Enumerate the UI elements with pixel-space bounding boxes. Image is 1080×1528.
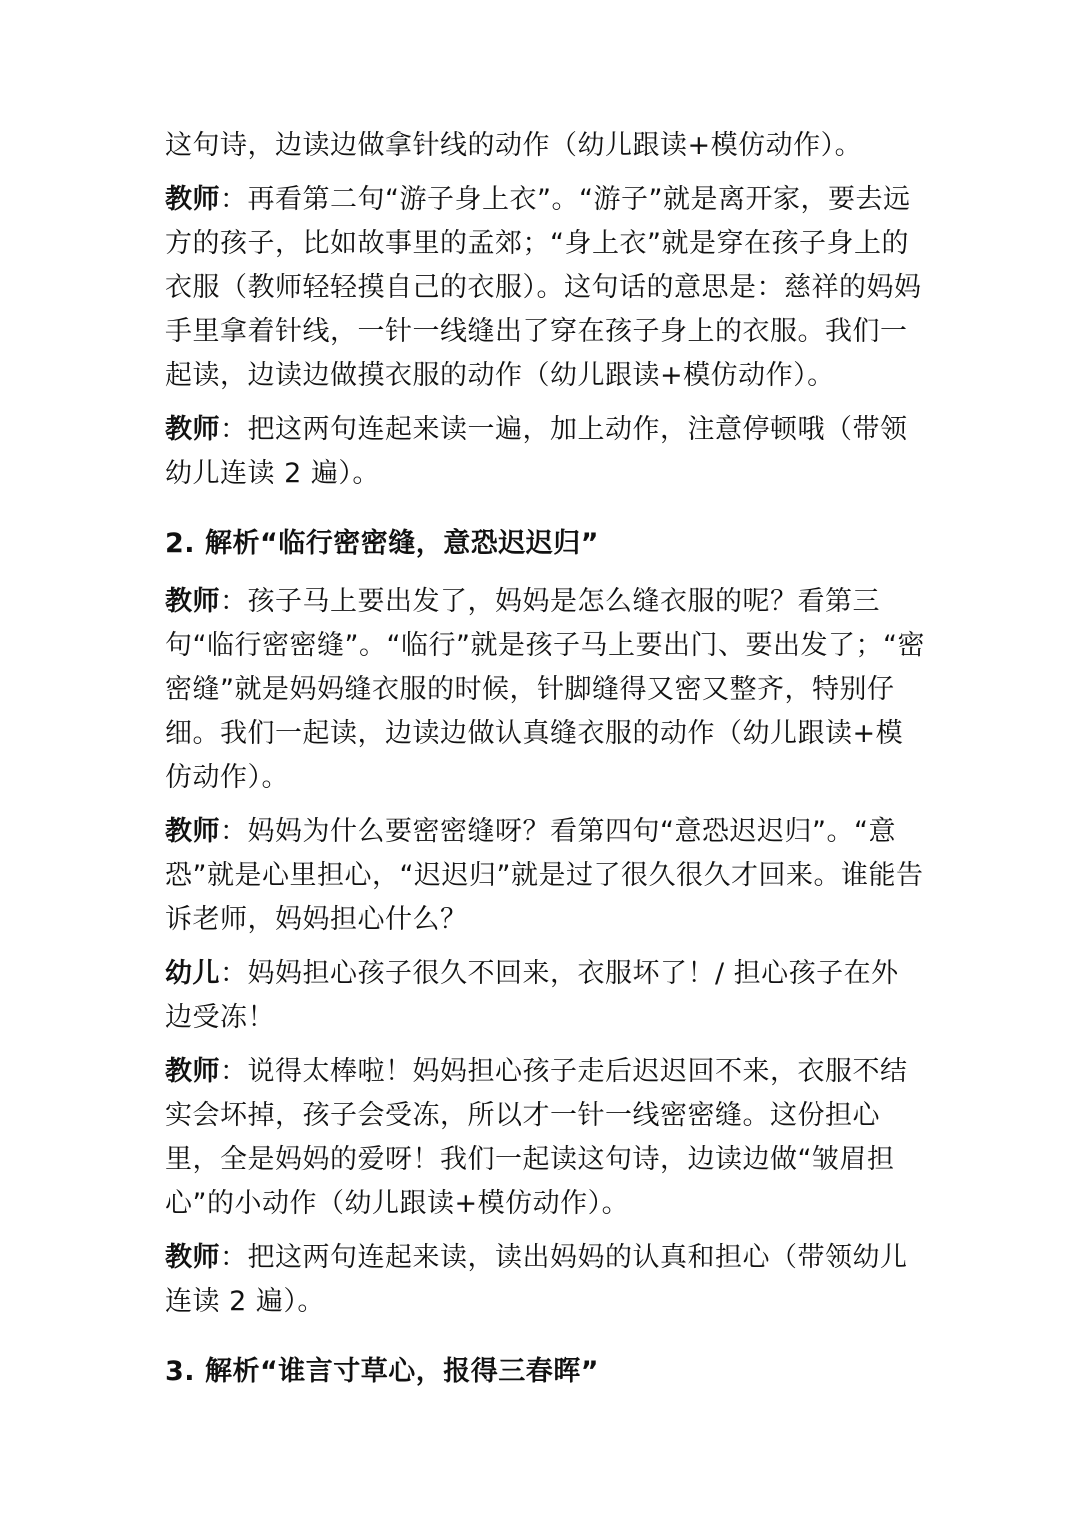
paragraph-text: 这句诗，边读边做拿针线的动作（幼儿跟读+模仿动作）。 [165, 130, 863, 161]
speaker-label: 教师 [165, 184, 220, 215]
paragraph-text: ：把这两句连起来读，读出妈妈的认真和担心（带领幼儿连读 2 遍）。 [165, 1242, 908, 1317]
child-paragraph [165, 952, 925, 1040]
document-body [165, 124, 925, 1408]
paragraph-text: ：妈妈担心孩子很久不回来，衣服坏了！/ 担心孩子在外边受冻！ [165, 958, 899, 1033]
paragraph-text: ：孩子马上要出发了，妈妈是怎么缝衣服的呢？看第三句“临行密密缝”。“临行”就是孩子马上要出门、要出发了；“密密缝”就是妈妈缝衣服的时候，针脚缝得又密又整齐，特别仔细。我们一起读，边读边做认真缝衣服的动作（幼儿跟读+模仿动作）。 [165, 586, 925, 793]
teacher-paragraph [165, 1050, 925, 1226]
section-heading: 3. 解析“谁言寸草心，报得三春晖” [165, 1356, 599, 1387]
teacher-paragraph [165, 408, 925, 496]
paragraph-text: ：说得太棒啦！妈妈担心孩子走后迟迟回不来，衣服不结实会坏掉，孩子会受冻，所以才一针一线密密缝。这份担心里，全是妈妈的爱呀！我们一起读这句诗，边读边做“皱眉担心”的小动作（幼儿跟读+模仿动作）。 [165, 1056, 908, 1219]
paragraph-text: ：再看第二句“游子身上衣”。“游子”就是离开家，要去远方的孩子，比如故事里的孟郊；“身上衣”就是穿在孩子身上的衣服（教师轻轻摸自己的衣服）。这句话的意思是：慈祥的妈妈手里拿着针线，一针一线缝出了穿在孩子身上的衣服。我们一起读，边读边做摸衣服的动作（幼儿跟读+模仿动作）。 [165, 184, 922, 391]
speaker-label: 教师 [165, 414, 220, 445]
teacher-paragraph [165, 580, 925, 800]
speaker-label: 教师 [165, 1056, 220, 1087]
speaker-label: 教师 [165, 1242, 220, 1273]
paragraph-continuation [165, 124, 925, 168]
speaker-label: 教师 [165, 586, 220, 617]
section-heading: 2. 解析“临行密密缝，意恐迟迟归” [165, 528, 599, 559]
teacher-paragraph [165, 1236, 925, 1324]
speaker-label: 幼儿 [165, 958, 220, 989]
teacher-paragraph [165, 810, 925, 942]
speaker-label: 教师 [165, 816, 220, 847]
paragraph-text: ：妈妈为什么要密密缝呀？看第四句“意恐迟迟归”。“意恐”就是心里担心，“迟迟归”就是过了很久很久才回来。谁能告诉老师，妈妈担心什么？ [165, 816, 924, 935]
paragraph-text: ：把这两句连起来读一遍，加上动作，注意停顿哦（带领幼儿连读 2 遍）。 [165, 414, 908, 489]
teacher-paragraph [165, 178, 925, 398]
